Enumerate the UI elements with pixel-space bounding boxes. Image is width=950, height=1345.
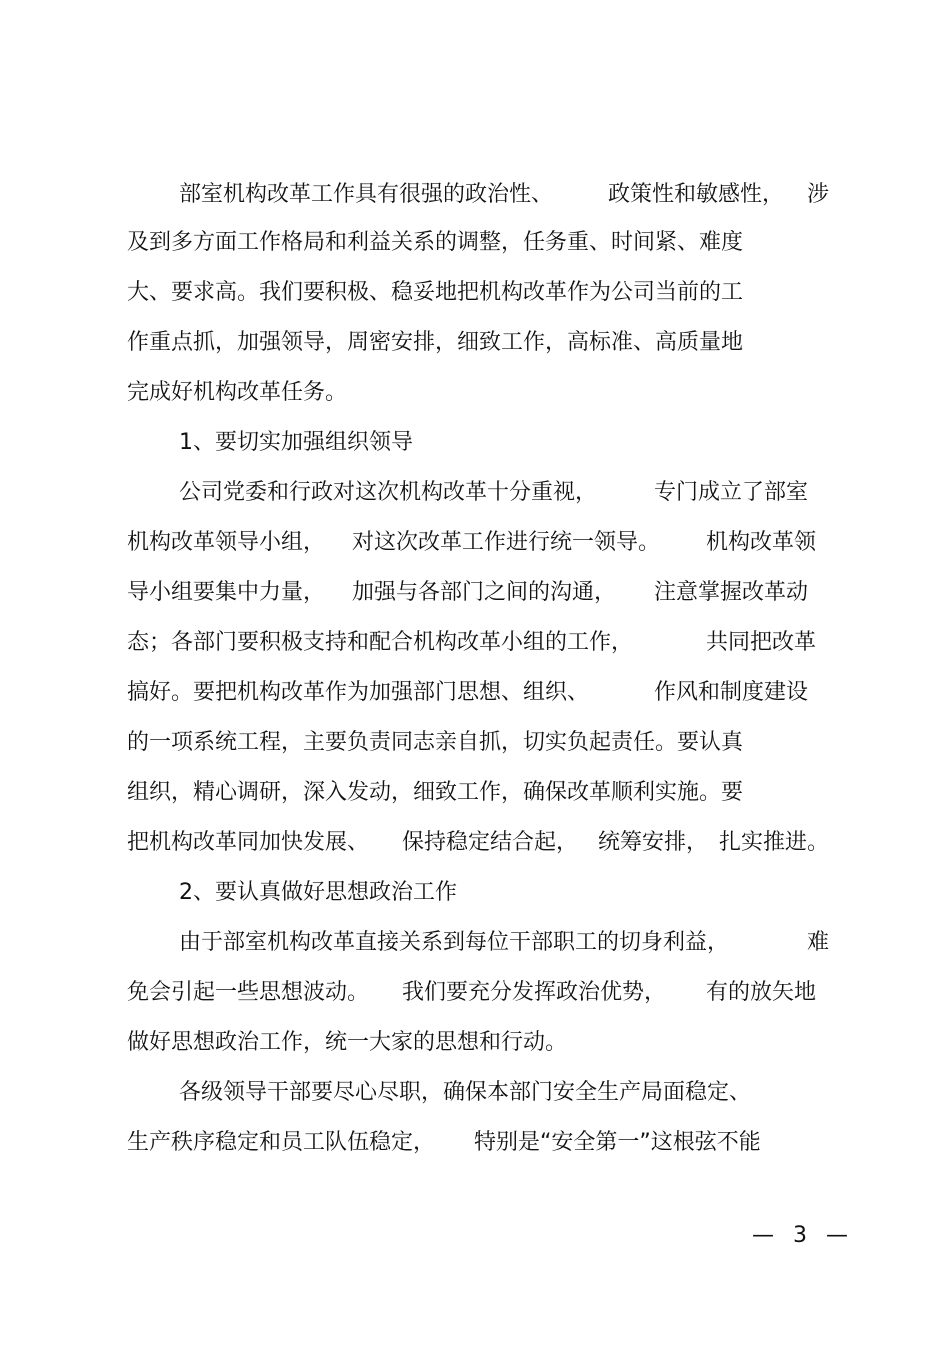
- text-segment: 各级领导干部要尽心尽职，确保本部门安全生产局面稳定、: [179, 1080, 752, 1105]
- text-segment: 完成好机构改革任务。: [127, 380, 348, 405]
- heading-text: 1、要切实加强组织领导: [179, 430, 413, 455]
- text-line: [0, 975, 950, 1011]
- text-segment: 部室机构改革工作具有很强的政治性、: [179, 182, 554, 207]
- text-segment: 把机构改革同加快发展、: [127, 830, 370, 855]
- text-segment: 作重点抓，加强领导，周密安排，细致工作，高标准、高质量地: [127, 330, 744, 355]
- text-line: [0, 825, 950, 861]
- text-line: [0, 575, 950, 611]
- text-segment: 注意掌握改革动: [654, 580, 809, 605]
- text-line: [0, 1025, 950, 1061]
- text-segment: 有的放矢地: [706, 980, 817, 1005]
- text-segment: 搞好。要把机构改革作为加强部门思想、组织、: [127, 680, 590, 705]
- text-segment: 做好思想政治工作，统一大家的思想和行动。: [127, 1030, 568, 1055]
- text-line: [0, 775, 950, 811]
- text-segment: 特别是“安全第一”这根弦不能: [474, 1130, 761, 1155]
- text-line: [0, 225, 950, 261]
- text-line: [0, 177, 950, 213]
- text-segment: 涉: [807, 182, 830, 207]
- text-line: [0, 275, 950, 311]
- text-segment: 专门成立了部室: [654, 480, 809, 505]
- text-segment: 对这次改革工作进行统一领导。: [352, 530, 661, 555]
- text-segment: 由于部室机构改革直接关系到每位干部职工的切身利益，: [179, 930, 730, 955]
- text-line: [0, 325, 950, 361]
- text-line: [0, 525, 950, 561]
- page-number: — 3 —: [752, 1223, 854, 1248]
- text-line: [0, 1125, 950, 1161]
- text-segment: 扎实推进。: [719, 830, 830, 855]
- text-segment: 加强与各部门之间的沟通，: [352, 580, 617, 605]
- text-line: [0, 725, 950, 761]
- text-segment: 大、要求高。我们要积极、稳妥地把机构改革作为公司当前的工: [127, 280, 744, 305]
- text-segment: 难: [807, 930, 830, 955]
- text-segment: 作风和制度建设: [654, 680, 809, 705]
- text-segment: 公司党委和行政对这次机构改革十分重视，: [179, 480, 598, 505]
- text-segment: 态；各部门要积极支持和配合机构改革小组的工作，: [127, 630, 634, 655]
- section-heading: [0, 875, 950, 911]
- text-segment: 导小组要集中力量，: [127, 580, 326, 605]
- text-line: [0, 675, 950, 711]
- text-segment: 统筹安排，: [598, 830, 709, 855]
- text-segment: 共同把改革: [706, 630, 817, 655]
- text-line: [0, 1075, 950, 1111]
- section-heading: [0, 425, 950, 461]
- text-segment: 免会引起一些思想波动。: [127, 980, 370, 1005]
- text-segment: 机构改革领导小组，: [127, 530, 326, 555]
- text-segment: 组织，精心调研，深入发动，细致工作，确保改革顺利实施。要: [127, 780, 744, 805]
- text-segment: 的一项系统工程，主要负责同志亲自抓，切实负起责任。要认真: [127, 730, 744, 755]
- text-segment: 保持稳定结合起，: [402, 830, 579, 855]
- text-segment: 及到多方面工作格局和利益关系的调整，任务重、时间紧、难度: [127, 230, 744, 255]
- text-segment: 政策性和敏感性，: [608, 182, 785, 207]
- text-line: [0, 925, 950, 961]
- text-segment: 机构改革领: [706, 530, 817, 555]
- heading-text: 2、要认真做好思想政治工作: [179, 880, 457, 905]
- text-line: [0, 475, 950, 511]
- text-segment: 我们要充分发挥政治优势，: [402, 980, 667, 1005]
- text-segment: 生产秩序稳定和员工队伍稳定，: [127, 1130, 436, 1155]
- text-line: [0, 625, 950, 661]
- text-line: [0, 375, 950, 411]
